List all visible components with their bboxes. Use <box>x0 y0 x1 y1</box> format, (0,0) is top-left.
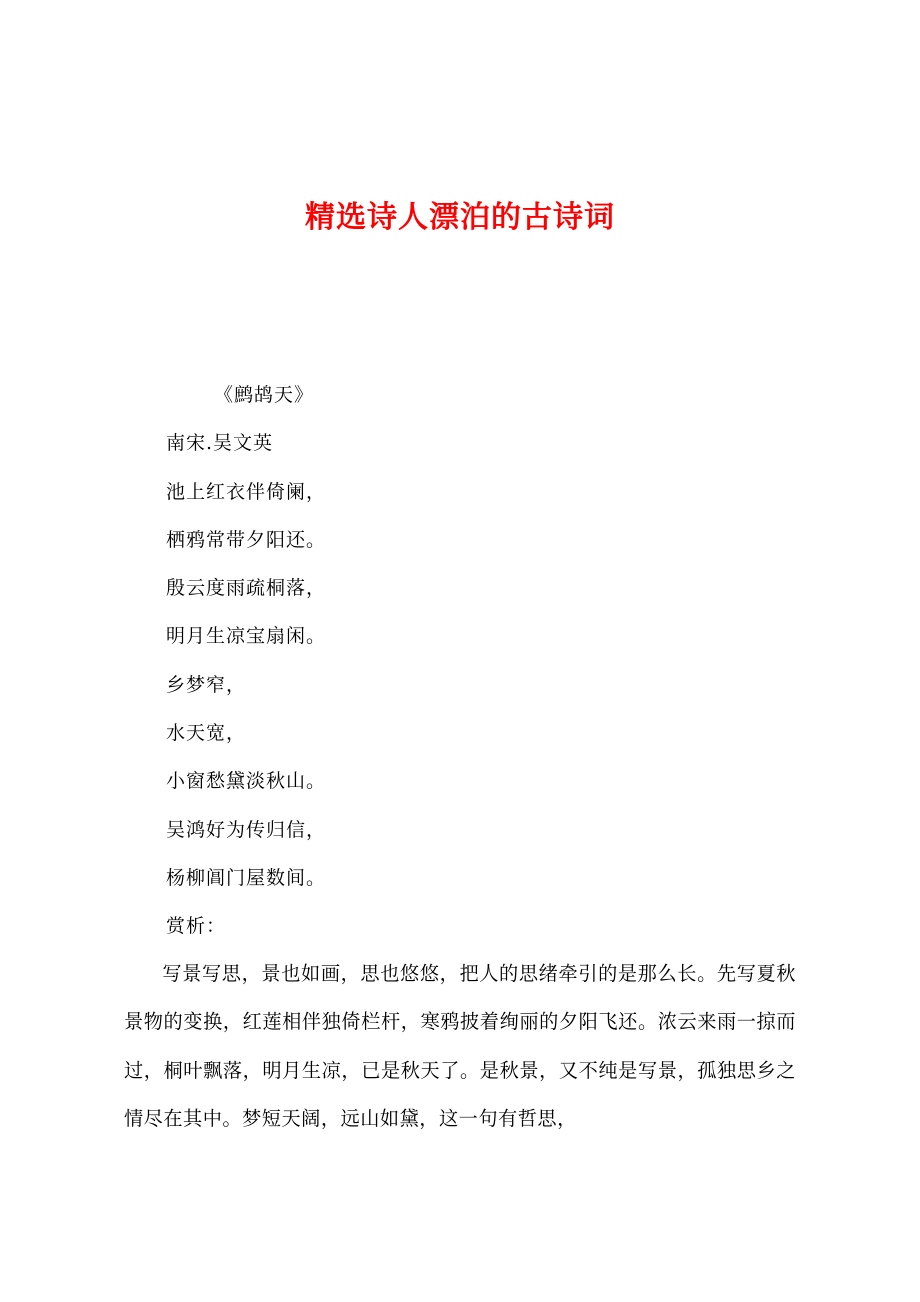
analysis-paragraph: 写景写思，景也如画，思也悠悠，把人的思绪牵引的是那么长。先写夏秋景物的变换，红莲相伴独倚栏杆，寒鸦披着绚丽的夕阳飞还。浓云来雨一掠而过，桐叶飘落，明月生凉，已是秋天了。是秋景，又不纯是写景，孤独思乡之情尽在其中。梦短天阔，远山如黛，这一句有哲思， <box>124 962 796 1130</box>
poem-line: 殷云度雨疏桐落， <box>166 577 327 600</box>
poem-block <box>166 371 816 951</box>
poem-author: 南宋.吴文英 <box>166 432 274 455</box>
poem-line: 明月生凉宝扇闲。 <box>166 625 327 648</box>
poem-title: 《鹧鸪天》 <box>214 384 315 406</box>
poem-line: 杨柳阊门屋数间。 <box>166 866 327 889</box>
poem-line: 吴鸿好为传归信， <box>166 818 327 841</box>
poem-line: 池上红衣伴倚阑， <box>166 480 327 503</box>
poem-line: 乡梦窄， <box>166 673 247 696</box>
poem-line: 水天宽， <box>166 722 247 745</box>
poem-line: 栖鸦常带夕阳还。 <box>166 528 327 551</box>
document-title: 精选诗人漂泊的古诗词 <box>305 200 615 235</box>
poem-line: 小窗愁黛淡秋山。 <box>166 770 327 793</box>
analysis-heading: 赏析： <box>166 915 227 938</box>
